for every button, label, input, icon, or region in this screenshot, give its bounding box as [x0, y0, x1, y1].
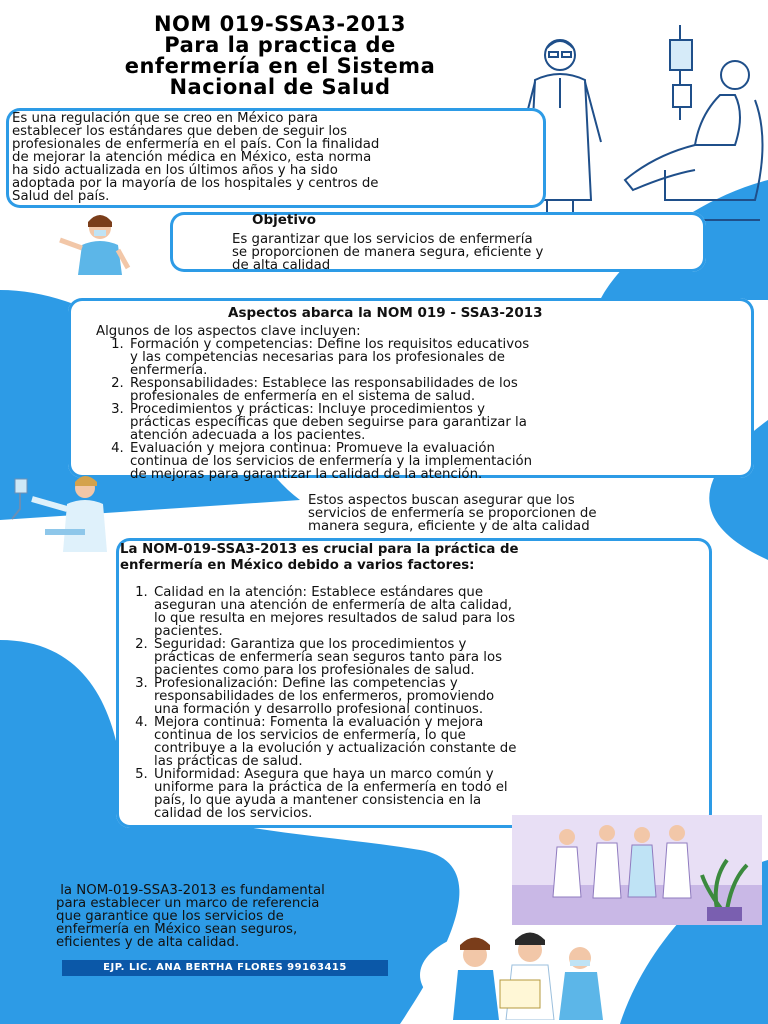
aspectos-item-4-line-3: de mejoras para garantizar la calidad de la atención.	[130, 467, 483, 482]
objetivo-heading: Objetivo	[252, 212, 317, 228]
crucial-item-5-line-4: calidad de los servicios.	[154, 806, 313, 821]
title-line-2: Para la practica de	[164, 33, 396, 57]
nurses-group-illustration	[512, 815, 762, 925]
intro-line-2: establecer los estándares que deben de seguir los	[12, 124, 348, 139]
crucial-heading-1: La NOM-019-SSA3-2013 es crucial para la práctica de	[120, 542, 519, 557]
conclusion-line-3: que garantice que los servicios de	[56, 909, 284, 924]
crucial-item-3	[152, 677, 732, 716]
crucial-item-3-line-1: 3. Profesionalización: Define las competencias y	[154, 676, 458, 691]
title-line-3: enfermería en el Sistema	[124, 54, 436, 78]
title-line-4: Nacional de Salud	[169, 75, 391, 99]
crucial-list	[130, 586, 732, 820]
crucial-item-4-line-4: las prácticas de salud.	[154, 754, 303, 769]
aspectos-item-3-line-3: atención adecuada a los pacientes.	[130, 428, 366, 443]
crucial-item-1-line-1: 1. Calidad en la atención: Establece estándares que	[154, 585, 483, 600]
medical-team-illustration	[420, 920, 630, 1020]
estos-aspectos-text	[308, 494, 597, 533]
conclusion-line-5: eficientes y de alta calidad.	[56, 935, 240, 950]
crucial-item-5	[152, 768, 732, 820]
nurse-iv-illustration	[5, 474, 115, 554]
objetivo-line-3: de alta calidad	[232, 258, 331, 273]
objetivo-box	[170, 212, 706, 272]
aspectos-item-3-line-1: 3. Procedimientos y prácticas: Incluye procedimientos y	[130, 402, 486, 417]
page-title	[40, 14, 520, 98]
crucial-item-2	[152, 638, 732, 677]
crucial-item-3-line-2: responsabilidades de los enfermeros, promoviendo	[154, 689, 495, 704]
intro-line-5: ha sido actualizada en los últimos años y ha sido	[12, 163, 338, 178]
crucial-item-1-line-4: pacientes.	[154, 624, 223, 639]
crucial-item-4-line-2: continua de los servicios de enfermería, lo que	[154, 728, 466, 743]
title-line-1: NOM 019-SSA3-2013	[153, 12, 407, 36]
aspectos-item-4-line-1: 4. Evaluación y mejora continua: Promueve la evaluación	[130, 441, 495, 456]
aspectos-item-2-line-1: 2. Responsabilidades: Establece las responsabilidades de los	[130, 376, 518, 391]
aspectos-item-1-line-3: enfermería.	[130, 363, 208, 378]
aspectos-item-1	[128, 338, 768, 377]
aspectos-item-2-line-2: profesionales de enfermería en el sistema de salud.	[130, 389, 476, 404]
aspectos-item-1-line-2: y las competencias necesarias para los profesionales de	[130, 350, 505, 365]
intro-line-4: de mejorar la atención médica en México, esta norma	[12, 150, 372, 165]
crucial-item-4-line-1: 4. Mejora continua: Fomenta la evaluación y mejora	[154, 715, 484, 730]
crucial-item-5-line-2: uniforme para la práctica de la enfermería en todo el	[154, 780, 508, 795]
crucial-item-3-line-3: una formación y desarrollo profesional continuos.	[154, 702, 484, 717]
estos-line-1: Estos aspectos buscan asegurar que los	[308, 493, 575, 508]
aspectos-item-4-line-2: continua de los servicios de enfermería y la implementación	[130, 454, 533, 469]
crucial-item-4	[152, 716, 732, 768]
crucial-item-2-line-2: prácticas de enfermería sean seguros tanto para los	[154, 650, 503, 665]
intro-line-7: Salud del país.	[12, 189, 110, 204]
aspectos-intro: Algunos de los aspectos clave incluyen:	[96, 324, 361, 339]
aspectos-box	[68, 298, 754, 482]
intro-line-3: profesionales de enfermería en el país. Con la finalidad	[12, 137, 380, 152]
conclusion-text	[56, 884, 325, 949]
intro-line-6: adoptada por la mayoría de los hospitales y centros de	[12, 176, 379, 191]
aspectos-heading: Aspectos abarca la NOM 019 - SSA3-2013	[228, 305, 543, 321]
conclusion-line-1: la NOM-019-SSA3-2013 es fundamental	[56, 883, 325, 898]
aspectos-item-1-line-1: 1. Formación y competencias: Define los requisitos educativos	[130, 337, 530, 352]
author-badge: EJP. LIC. ANA BERTHA FLORES 99163415	[62, 960, 388, 976]
crucial-item-2-line-3: pacientes como para los profesionales de salud.	[154, 663, 475, 678]
crucial-item-2-line-1: 2. Seguridad: Garantiza que los procedimientos y	[154, 637, 467, 652]
aspectos-item-3	[128, 403, 768, 442]
crucial-item-5-line-3: país, lo que ayuda a mantener consistencia en la	[154, 793, 482, 808]
objetivo-line-2: se proporcionen de manera segura, eficiente y	[232, 245, 544, 260]
estos-line-3: manera segura, eficiente y de alta calidad	[308, 519, 590, 534]
crucial-item-1	[152, 586, 732, 638]
crucial-item-1-line-2: aseguran una atención de enfermería de alta calidad,	[154, 598, 512, 613]
aspectos-item-4	[128, 442, 768, 481]
aspectos-list	[106, 338, 768, 481]
crucial-item-5-line-1: 5. Uniformidad: Asegura que haya un marco común y	[154, 767, 494, 782]
crucial-item-1-line-3: lo que resulta en mejores resultados de salud para los	[154, 611, 516, 626]
aspectos-item-3-line-2: prácticas específicas que deben seguirse para garantizar la	[130, 415, 527, 430]
crucial-heading-2: enfermería en México debido a varios factores:	[120, 558, 475, 573]
intro-line-1: Es una regulación que se creo en México para	[12, 111, 318, 126]
estos-line-2: servicios de enfermería se proporcionen de	[308, 506, 597, 521]
conclusion-line-2: para establecer un marco de referencia	[56, 896, 320, 911]
objetivo-line-1: Es garantizar que los servicios de enfermería	[232, 232, 533, 247]
nurse-illustration	[40, 210, 150, 275]
conclusion-line-4: enfermería en México sean seguros,	[56, 922, 298, 937]
crucial-box	[116, 538, 712, 828]
crucial-item-4-line-3: contribuye a la evolución y actualización constante de	[154, 741, 517, 756]
aspectos-item-2	[128, 377, 768, 403]
intro-box	[6, 108, 546, 208]
